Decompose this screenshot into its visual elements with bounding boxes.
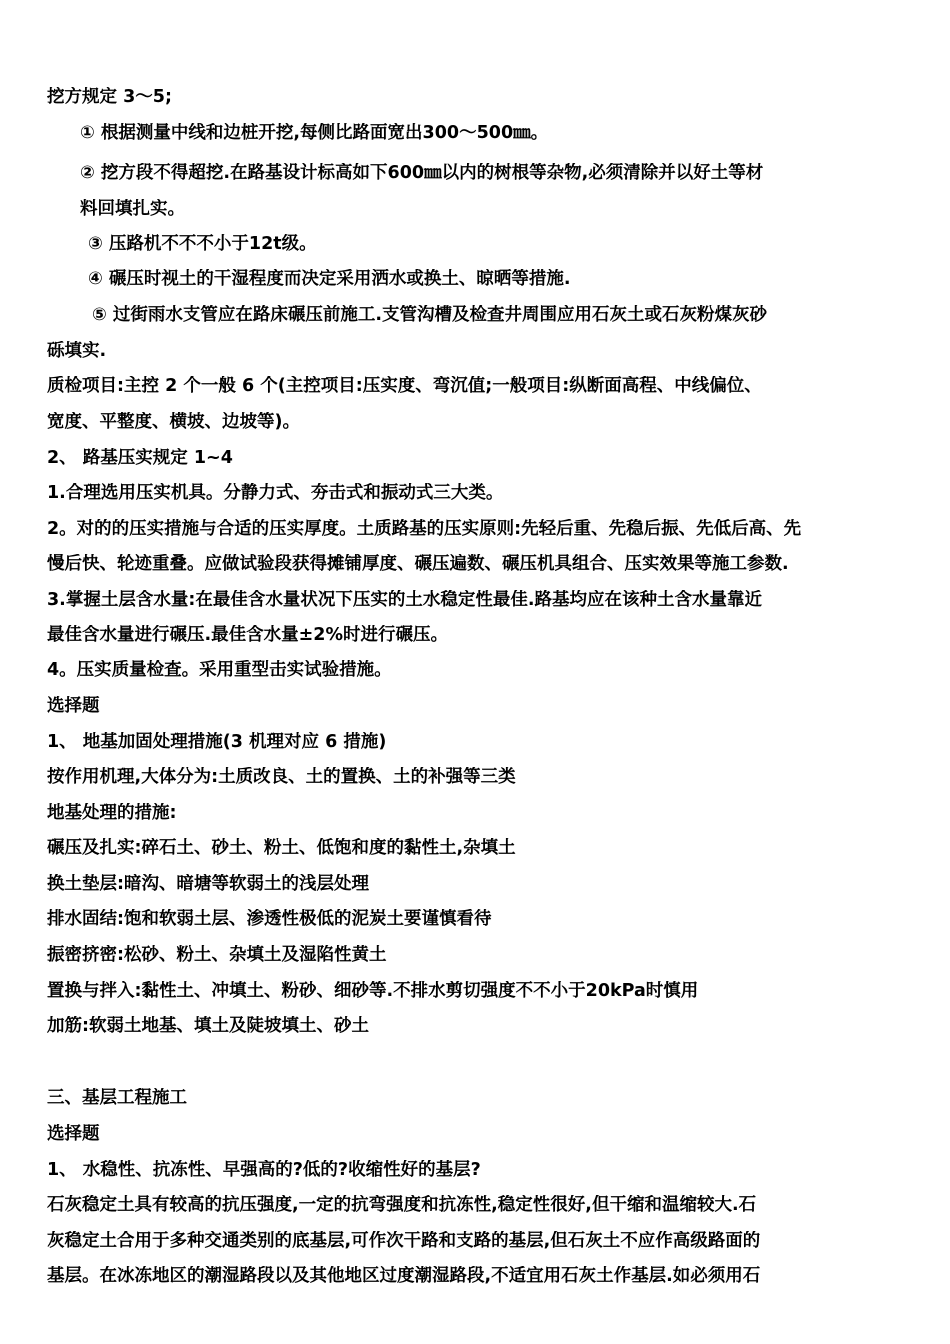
text-line: 振密挤密:松砂、粉土、杂填土及湿陷性黄土 [47, 945, 387, 965]
text-line: ② 挖方段不得超挖.在路基设计标高如下600㎜以内的树根等杂物,必须清除并以好土等材 [80, 163, 764, 183]
chapter-heading: 三、基层工程施工 [47, 1088, 187, 1108]
text-line: 按作用机理,大体分为:土质改良、土的置换、土的补强等三类 [47, 767, 516, 787]
section-heading: 1、 水稳性、抗冻性、早强高的?低的?收缩性好的基层? [47, 1160, 481, 1180]
section-heading: 选择题 [47, 696, 100, 716]
text-line: 1.合理选用压实机具。分静力式、夯击式和振动式三大类。 [47, 483, 504, 503]
text-line: 灰稳定土合用于多种交通类别的底基层,可作次干路和支路的基层,但石灰土不应作高级路面的 [47, 1231, 761, 1251]
text-line: ③ 压路机不不不小于12t级。 [88, 234, 317, 254]
text-line: 2。对的的压实措施与合适的压实厚度。土质路基的压实原则:先轻后重、先稳后振、先低后高、先 [47, 519, 802, 539]
text-line: ⑤ 过街雨水支管应在路床碾压前施工.支管沟槽及检查井周围应用石灰土或石灰粉煤灰砂 [92, 305, 768, 325]
text-line: 4。压实质量检查。采用重型击实试验措施。 [47, 660, 392, 680]
text-line: 3.掌握土层含水量:在最佳含水量状况下压实的土水稳定性最佳.路基均应在该种土含水量靠近 [47, 590, 762, 610]
text-line: 砾填实. [47, 341, 107, 361]
text-line: 排水固结:饱和软弱土层、渗透性极低的泥炭土要谨慎看待 [47, 909, 492, 929]
text-line: 质检项目:主控 2 个一般 6 个(主控项目:压实度、弯沉值;一般项目:纵断面高程、中线偏位、 [47, 376, 762, 396]
text-line: 料回填扎实。 [80, 199, 185, 219]
text-line: 最佳含水量进行碾压.最佳含水量±2%时进行碾压。 [47, 625, 449, 645]
section-heading: 2、 路基压实规定 1~4 [47, 448, 233, 468]
text-line: 慢后快、轮迹重叠。应做试验段获得摊铺厚度、碾压遍数、碾压机具组合、压实效果等施工参数. [47, 554, 789, 574]
text-line: 置换与拌入:黏性土、冲填土、粉砂、细砂等.不排水剪切强度不不小于20kPa时慎用 [47, 981, 699, 1001]
text-line: 挖方规定 3～5; [47, 87, 172, 107]
text-line: 基层。在冰冻地区的潮湿路段以及其他地区过度潮湿路段,不适宜用石灰土作基层.如必须用石 [47, 1266, 761, 1286]
text-line: 碾压及扎实:碎石土、砂土、粉土、低饱和度的黏性土,杂填土 [47, 838, 516, 858]
text-line: 石灰稳定土具有较高的抗压强度,一定的抗弯强度和抗冻性,稳定性很好,但干缩和温缩较大.石 [47, 1195, 757, 1215]
text-line: 加筋:软弱土地基、填土及陡坡填土、砂土 [47, 1016, 369, 1036]
section-heading: 选择题 [47, 1124, 100, 1144]
text-line: ④ 碾压时视土的干湿程度而决定采用洒水或换土、晾晒等措施. [88, 269, 571, 289]
section-heading: 1、 地基加固处理措施(3 机理对应 6 措施) [47, 732, 387, 752]
text-line: ① 根据测量中线和边桩开挖,每侧比路面宽出300～500㎜。 [80, 123, 549, 143]
text-line: 地基处理的措施: [47, 803, 177, 823]
text-line: 换土垫层:暗沟、暗塘等软弱土的浅层处理 [47, 874, 369, 894]
text-line: 宽度、平整度、横坡、边坡等)。 [47, 412, 300, 432]
